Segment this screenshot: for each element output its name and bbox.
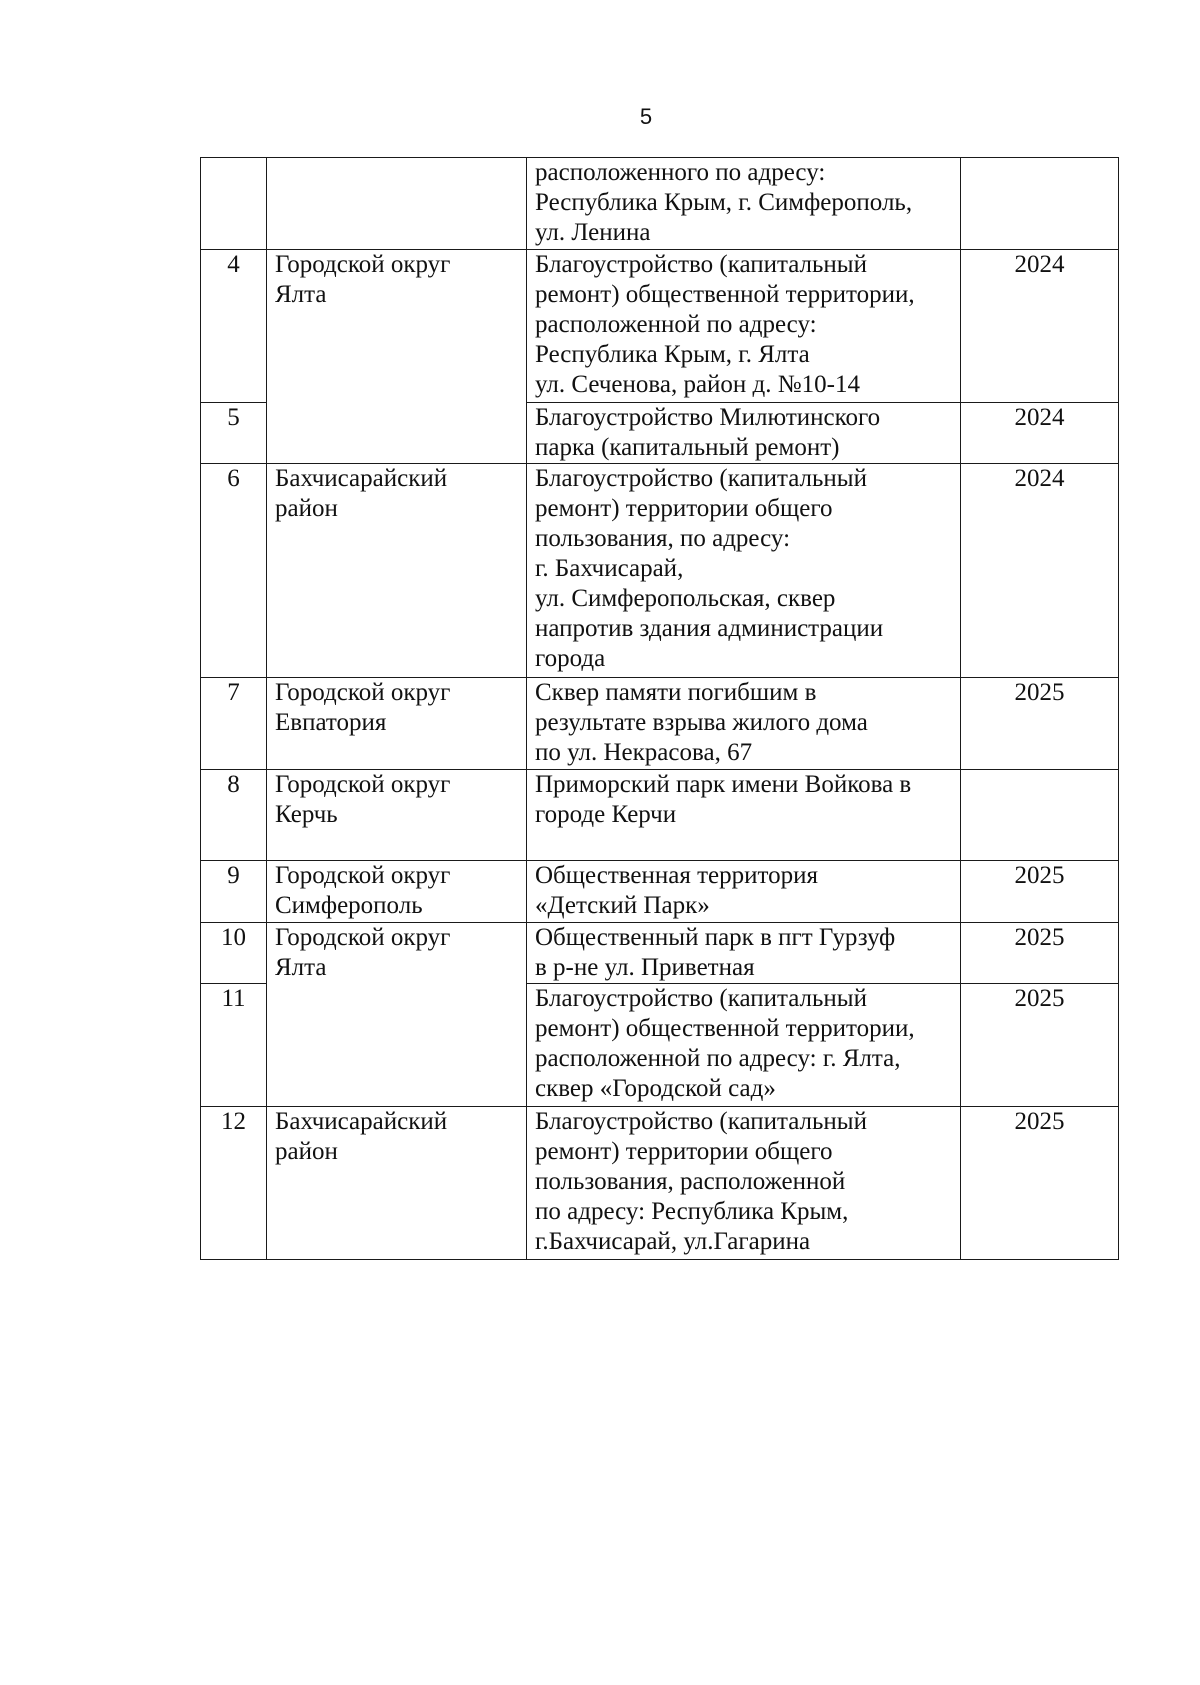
- municipality-cell: Городской округ Ялта: [267, 923, 527, 1107]
- table-row: [201, 250, 1119, 403]
- row-number: 9: [201, 861, 267, 923]
- table-row: [201, 158, 1119, 250]
- municipality-cell: Бахчисарайский район: [267, 1107, 527, 1260]
- year-cell: 2024: [961, 250, 1119, 403]
- table-row: [201, 923, 1119, 984]
- municipality-cell: Бахчисарайский район: [267, 464, 527, 678]
- year-cell: 2024: [961, 464, 1119, 678]
- municipality-cell: Городской округ Евпатория: [267, 678, 527, 770]
- year-cell: 2025: [961, 1107, 1119, 1260]
- year-cell: 2025: [961, 678, 1119, 770]
- row-number: 5: [201, 403, 267, 464]
- row-number: 11: [201, 984, 267, 1107]
- municipality-cell: Городской округ Керчь: [267, 770, 527, 861]
- object-description: Благоустройство (капитальный ремонт) территории общего пользования, по адресу: г. Бахчисарай, ул. Симферопольская, сквер напротив здания администрации города: [527, 464, 961, 678]
- municipality-cell: Городской округ Симферополь: [267, 861, 527, 923]
- row-number: 4: [201, 250, 267, 403]
- object-description: Общественный парк в пгт Гурзуф в р-не ул. Приветная: [527, 923, 961, 984]
- object-description: Благоустройство Милютинского парка (капитальный ремонт): [527, 403, 961, 464]
- object-description: Приморский парк имени Войкова в городе Керчи: [527, 770, 961, 861]
- object-description: Благоустройство (капитальный ремонт) территории общего пользования, расположенной по адресу: Республика Крым, г.Бахчисарай, ул.Гагарина: [527, 1107, 961, 1260]
- row-number: 10: [201, 923, 267, 984]
- row-number: [201, 158, 267, 250]
- table-row: [201, 861, 1119, 923]
- row-number: 7: [201, 678, 267, 770]
- table-row: [201, 464, 1119, 678]
- row-number: 6: [201, 464, 267, 678]
- year-cell: 2025: [961, 984, 1119, 1107]
- table-row: [201, 678, 1119, 770]
- object-description: Общественная территория «Детский Парк»: [527, 861, 961, 923]
- year-cell: 2025: [961, 923, 1119, 984]
- municipality-cell: Городской округ Ялта: [267, 250, 527, 464]
- table-row: [201, 770, 1119, 861]
- year-cell: 2024: [961, 403, 1119, 464]
- year-cell: [961, 770, 1119, 861]
- year-cell: 2025: [961, 861, 1119, 923]
- municipality-cell: [267, 158, 527, 250]
- row-number: 12: [201, 1107, 267, 1260]
- year-cell: [961, 158, 1119, 250]
- row-number: 8: [201, 770, 267, 861]
- object-description: Благоустройство (капитальный ремонт) общественной территории, расположенной по адресу: Республика Крым, г. Ялта ул. Сеченова, район д. №10-14: [527, 250, 961, 403]
- object-description: расположенного по адресу: Республика Крым, г. Симферополь, ул. Ленина: [527, 158, 961, 250]
- page-number: 5: [639, 104, 653, 129]
- objects-table: [200, 157, 1119, 1260]
- table-row: [201, 1107, 1119, 1260]
- object-description: Сквер памяти погибшим в результате взрыва жилого дома по ул. Некрасова, 67: [527, 678, 961, 770]
- object-description: Благоустройство (капитальный ремонт) общественной территории, расположенной по адресу: г. Ялта, сквер «Городской сад»: [527, 984, 961, 1107]
